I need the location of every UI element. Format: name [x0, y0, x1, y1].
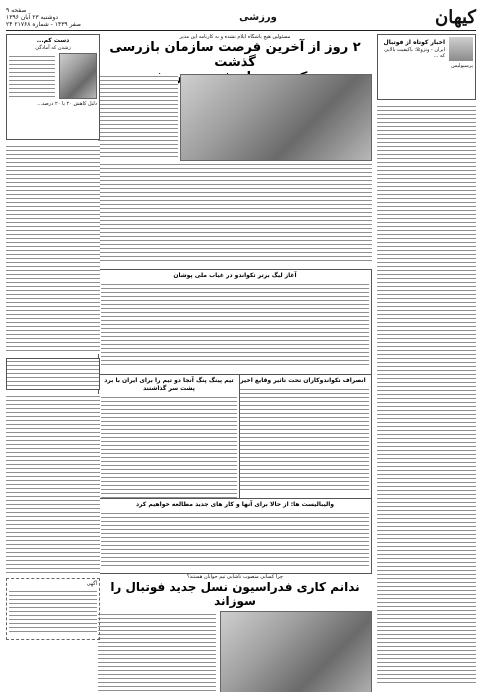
team-photo: [220, 611, 372, 692]
page-info: صفحه ۹ دوشنبه ۲۳ آبان ۱۳۹۶ ۲۴ صفر ۱۴۳۹ - شماره ۲۱۷۶۸: [6, 6, 82, 28]
bottom-lines: [98, 612, 216, 692]
center-main: [98, 74, 372, 264]
center-box-4: [98, 498, 372, 574]
right-title: اخبار کوتاه از فوتبال: [383, 39, 445, 46]
right-note: پرسپولیس: [451, 63, 473, 69]
box3-lines: [101, 395, 237, 501]
center-box-3: [98, 374, 240, 500]
left-lines-2: [6, 394, 100, 574]
bottom-headline: ندانم کاری فدراسیون نسل جدید فوتبال را سوزاند: [110, 580, 360, 608]
kicker: مسئولین هیچ باشگاه ایلام نشده و به کارنامه این مدیر: [179, 34, 291, 40]
right-header-box: [377, 34, 476, 100]
right-subtitle: ایران - ونزوئلا: باکیفیت بالایی که ...: [384, 47, 445, 59]
box2-title: انصراف تکواندوکاران تحت تاثیر وقایع اخیر: [240, 377, 366, 384]
bottom-story: [98, 574, 372, 692]
ad-text: آگهی: [86, 581, 97, 587]
left-top-lines: [9, 54, 55, 98]
newspaper-logo: کیهان: [434, 6, 476, 28]
center-text-lines-1: [98, 162, 372, 262]
box1-lines: [101, 282, 369, 368]
match-photo: [180, 74, 372, 161]
content-grid: [6, 34, 476, 692]
right-text-lines: [377, 104, 476, 684]
section-title: ورزشی: [239, 11, 277, 23]
bottom-kicker: چرا کسانی منصوب ناشایی تیم جوانان هستند؟: [187, 574, 283, 580]
right-thumb: [449, 37, 473, 61]
center-column: [98, 34, 372, 692]
left-box: [6, 34, 100, 140]
ad-lines: [9, 589, 97, 635]
masthead: [6, 4, 476, 31]
left-subtitle: زشدن که آمادگی: [35, 45, 71, 51]
center-box-1: [98, 269, 372, 375]
left-ad: [6, 578, 100, 640]
box2-lines: [237, 387, 369, 493]
bottom-row: [98, 612, 372, 692]
right-column: [377, 34, 476, 692]
box4-title: والیبالیست ها: از حالا برای آنها و کار های جدید مطالعه خواهیم کرد: [135, 501, 335, 508]
box3-title: تیم پینگ پنگ آنجا دو تیم را برای ایران با برد پشت سر گذاشتند: [104, 377, 234, 392]
portrait-photo: [59, 53, 97, 99]
box4-lines: [101, 511, 369, 567]
center-box-2: [234, 374, 372, 500]
headline-1: ۲ روز از آخرین فرصت سازمان بازرسی گذشت: [109, 40, 361, 70]
center-left-lines: [98, 74, 178, 159]
left-lines-1: [6, 144, 100, 354]
left-column: [6, 34, 100, 692]
box1-title: آغاز لیگ برتر تکواندو در غیاب ملی پوشان: [173, 272, 297, 279]
left-title: دست کم...: [36, 37, 70, 44]
left-headline: دلیل کاهش ۲۰ یا ۲۰ درصد...: [37, 101, 97, 107]
left-mid-box: [6, 358, 100, 390]
